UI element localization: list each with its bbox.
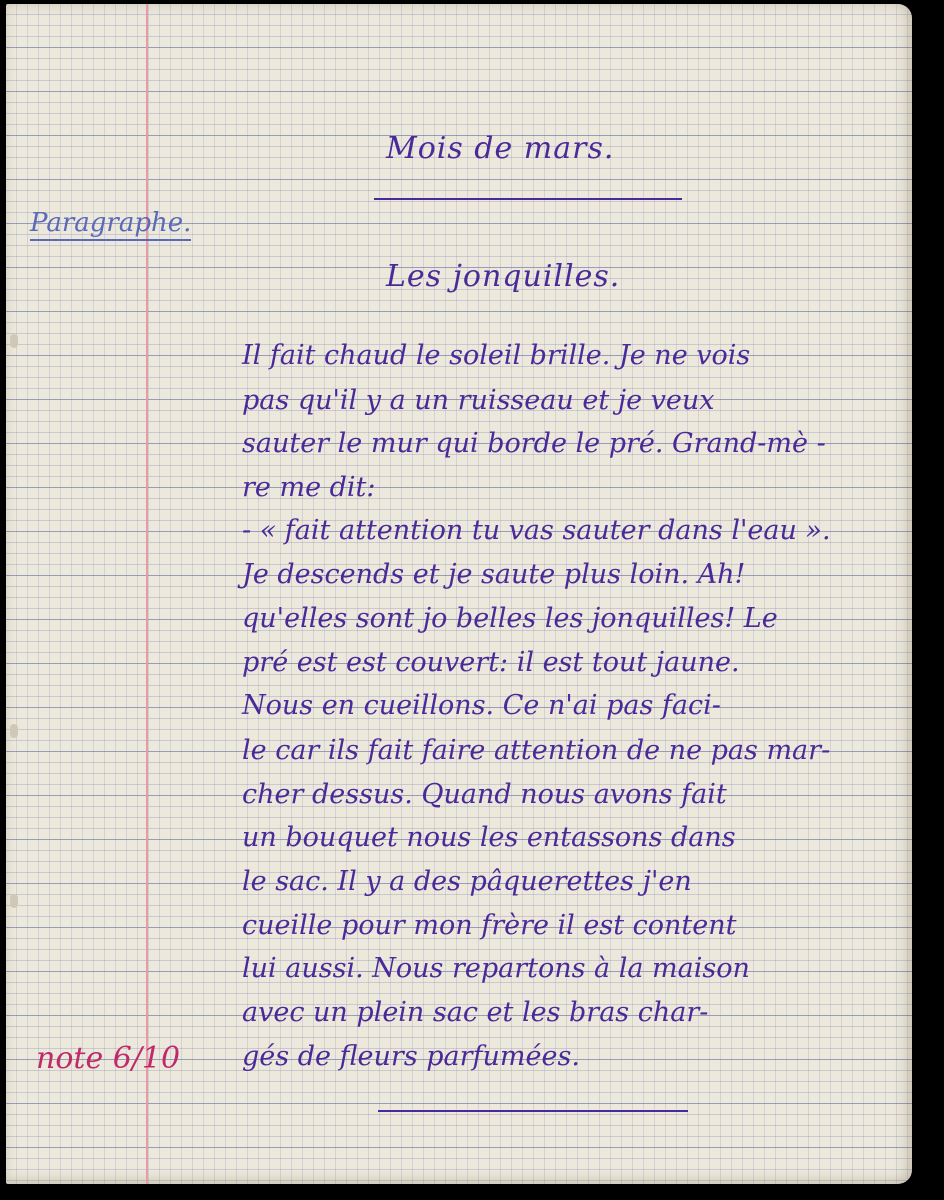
essay-line: Je descends et je saute plus loin. Ah! xyxy=(242,559,746,590)
end-rule xyxy=(378,1110,688,1112)
essay-line: sauter le mur qui borde le pré. Grand-mè - xyxy=(242,428,826,459)
essay-line: re me dit: xyxy=(242,472,376,503)
essay-line: qu'elles sont jo belles les jonquilles! Le xyxy=(242,603,778,634)
binding-hole xyxy=(10,334,18,348)
essay-line: le sac. Il y a des pâquerettes j'en xyxy=(242,866,692,897)
essay-line: Il fait chaud le soleil brille. Je ne vois xyxy=(242,340,751,371)
essay-line: lui aussi. Nous repartons à la maison xyxy=(242,953,750,984)
binding-hole xyxy=(10,894,18,908)
essay-line: cueille pour mon frère il est content xyxy=(242,910,737,941)
notebook-page xyxy=(6,4,912,1184)
essay-line: - « fait attention tu vas sauter dans l'eau ». xyxy=(242,515,831,546)
essay-line: Nous en cueillons. Ce n'ai pas faci- xyxy=(242,690,721,721)
grade-note: note 6/10 xyxy=(36,1041,181,1076)
essay-line: gés de fleurs parfumées. xyxy=(242,1041,580,1072)
essay-line: pré est est couvert: il est tout jaune. xyxy=(242,647,740,678)
essay-line: avec un plein sac et les bras char- xyxy=(242,997,709,1028)
essay-line: cher dessus. Quand nous avons fait xyxy=(242,779,727,810)
section-label: Paragraphe. xyxy=(30,210,191,241)
binding-hole xyxy=(10,724,18,738)
essay-line: pas qu'il y a un ruisseau et je veux xyxy=(242,385,715,416)
title-underline xyxy=(374,198,682,200)
page-title: Mois de mars. xyxy=(386,131,615,166)
essay-title: Les jonquilles. xyxy=(386,259,621,294)
essay-line: un bouquet nous les entassons dans xyxy=(242,822,736,853)
essay-line: le car ils fait faire attention de ne pas mar- xyxy=(242,735,831,766)
margin-line xyxy=(146,4,148,1184)
